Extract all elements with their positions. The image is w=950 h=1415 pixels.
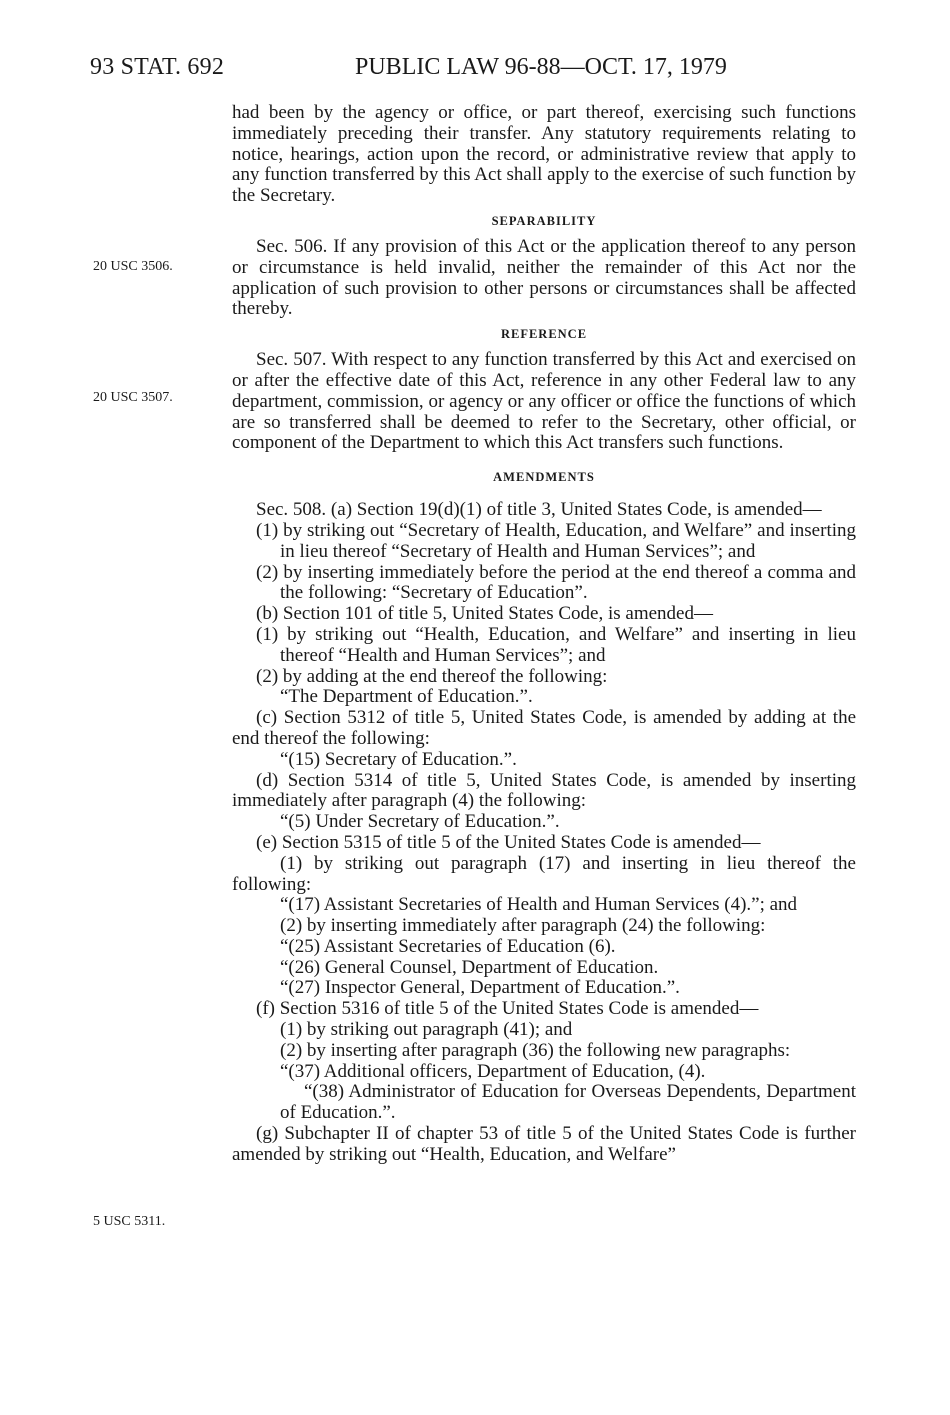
subsection-c: (c) Section 5312 of title 5, United States Code, is amended by adding at the end thereof the following: — [232, 707, 856, 749]
subsection-b-1: (1) by striking out “Health, Education, and Welfare” and inserting in lieu thereof “Health and Human Services”; and — [256, 623, 856, 666]
subsection-a-2: (2) by inserting immediately before the period at the end thereof a comma and the following: “Secretary of Education”. — [256, 561, 856, 604]
subsection-e: (e) Section 5315 of title 5 of the United States Code is amended— — [256, 831, 761, 853]
subsection-e-2: (2) by inserting immediately after paragraph (24) the following: — [280, 915, 766, 937]
subsection-a-1: (1) by striking out “Secretary of Health, Education, and Welfare” and inserting in lieu thereof “Secretary of Health and Human Services”; and — [256, 519, 856, 562]
margin-note-3506: 20 USC 3506. — [93, 259, 173, 274]
body-text — [232, 103, 856, 1166]
subsection-e-27: “(27) Inspector General, Department of Education.”. — [280, 977, 680, 999]
margin-note-5311: 5 USC 5311. — [93, 1214, 166, 1229]
stat-page-reference: 93 STAT. 692 — [90, 54, 225, 80]
subsection-c-15: “(15) Secretary of Education.”. — [280, 748, 517, 770]
public-law-header: PUBLIC LAW 96-88—OCT. 17, 1979 — [355, 54, 727, 80]
margin-note-3507: 20 USC 3507. — [93, 390, 173, 405]
subsection-d-5: “(5) Under Secretary of Education.”. — [280, 811, 560, 833]
subsection-d: (d) Section 5314 of title 5, United States Code, is amended by inserting immediately after paragraph (4) the following: — [232, 769, 856, 812]
subsection-e-17: “(17) Assistant Secretaries of Health and Human Services (4).”; and — [280, 894, 798, 916]
subsection-b-2-quote: “The Department of Education.”. — [280, 686, 533, 708]
subsection-e-26: “(26) General Counsel, Department of Education. — [280, 956, 659, 978]
section-508-a: Sec. 508. (a) Section 19(d)(1) of title 3, United States Code, is amended— — [256, 499, 822, 521]
subsection-b-2: (2) by adding at the end thereof the following: — [256, 665, 608, 687]
separability-heading: SEPARABILITY — [491, 213, 597, 228]
subsection-f-38: “(38) Administrator of Education for Overseas Dependents, Department of Education.”. — [280, 1081, 856, 1124]
reference-heading: REFERENCE — [500, 327, 588, 342]
amendments-heading: AMENDMENTS — [493, 470, 595, 485]
subsection-e-25: “(25) Assistant Secretaries of Education (6). — [280, 935, 616, 957]
subsection-f: (f) Section 5316 of title 5 of the United States Code is amended— — [256, 998, 759, 1020]
section-507: Sec. 507. With respect to any function transferred by this Act and exercised on or after the effective date of this Act, reference in any other Federal law to any department, commission, or agency or any officer or office the functions of which are so transferred shall be deemed to refer to the Secretary, other official, or component of the Department to which this Act transfers such functions. — [232, 349, 856, 454]
subsection-f-1: (1) by striking out paragraph (41); and — [280, 1019, 573, 1041]
section-506: Sec. 506. If any provision of this Act or the application thereof to any person or circumstance is held invalid, neither the remainder of this Act nor the application of such provision to other persons or circumstances shall be affected thereby. — [232, 235, 856, 320]
subsection-e-1: (1) by striking out paragraph (17) and inserting in lieu thereof the following: — [232, 852, 856, 895]
subsection-f-2: (2) by inserting after paragraph (36) the following new paragraphs: — [280, 1039, 791, 1061]
subsection-g: (g) Subchapter II of chapter 53 of title 5 of the United States Code is further amended by striking out “Health, Education, and Welfare” — [232, 1123, 856, 1165]
subsection-b: (b) Section 101 of title 5, United States Code, is amended— — [256, 603, 713, 625]
subsection-f-37: “(37) Additional officers, Department of Education, (4). — [280, 1060, 706, 1082]
intro-paragraph: had been by the agency or office, or part thereof, exercising such functions immediately preceding their transfer. Any statutory requirements relating to notice, hearings, action upon the record, or administrative review that apply to any function transferred by this Act shall apply to the exercise of such function by the Secretary. — [232, 102, 856, 207]
